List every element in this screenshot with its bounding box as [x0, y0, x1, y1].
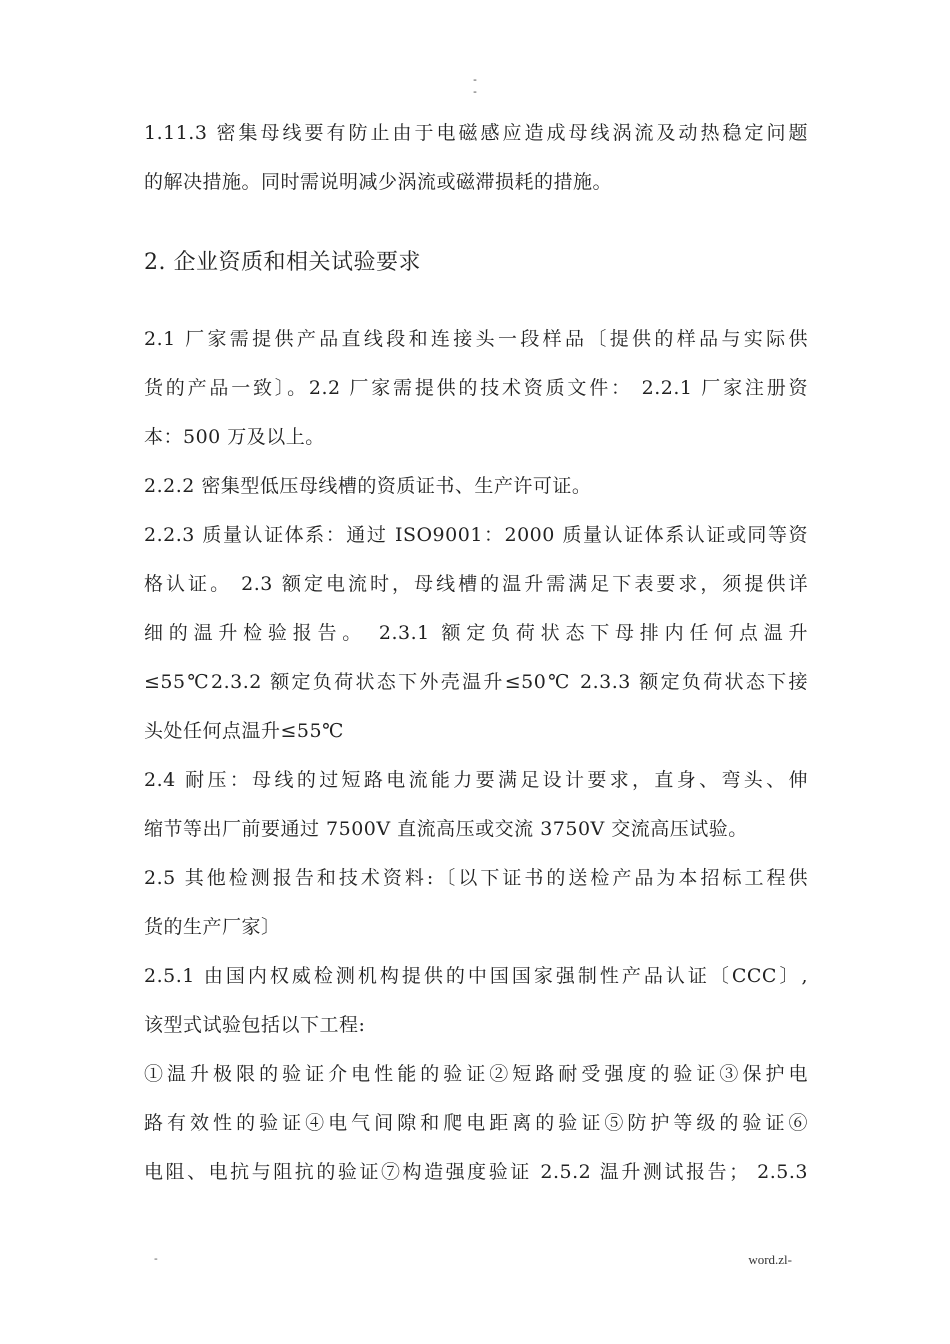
- text-line: 2.2.2 密集型低压母线槽的资质证书、生产许可证。: [144, 475, 592, 497]
- text-line: 2.5 其他检测报告和技术资料:〔以下证书的送检产品为本招标工程供: [144, 867, 808, 889]
- text-line: 2.1 厂家需提供产品直线段和连接头一段样品〔提供的样品与实际供: [144, 328, 808, 350]
- text-line: 2.4 耐压：母线的过短路电流能力要满足设计要求，直身、弯头、伸: [144, 769, 808, 791]
- text-line: 电阻、电抗与阻抗的验证⑦构造强度验证 2.5.2 温升测试报告； 2.5.3: [144, 1161, 808, 1183]
- paragraph-2-5-1: [144, 958, 808, 1056]
- text-line: ≤55℃2.3.2 额定负荷状态下外壳温升≤50℃ 2.3.3 额定负荷状态下接: [144, 671, 808, 693]
- text-line: 格认证。 2.3 额定电流时，母线槽的温升需满足下表要求，须提供详: [144, 573, 808, 595]
- section-heading: 2. 企业资质和相关试验要求: [144, 250, 421, 275]
- text-line: 货的生产厂家〕: [144, 916, 281, 938]
- text-line: 1.11.3 密集母线要有防止由于电磁感应造成母线涡流及动热稳定问题: [144, 122, 808, 144]
- paragraph-2-2-2: [144, 468, 808, 517]
- text-line: 2.5.1 由国内权威检测机构提供的中国国家强制性产品认证〔CCC〕,: [144, 965, 808, 987]
- paragraph-2-4: [144, 762, 808, 860]
- text-line: 的解决措施。同时需说明减少涡流或磁滞损耗的措施。: [144, 171, 613, 193]
- text-line: ①温升极限的验证介电性能的验证②短路耐受强度的验证③保护电: [144, 1063, 808, 1085]
- paragraph-1-11-3: [144, 115, 808, 213]
- header-dash-top: -: [473, 73, 477, 86]
- paragraph-test-items: [144, 1056, 808, 1203]
- text-line: 货的产品一致〕。2.2 厂家需提供的技术资质文件： 2.2.1 厂家注册资: [144, 377, 808, 399]
- text-line: 细的温升检验报告。 2.3.1 额定负荷状态下母排内任何点温升: [144, 622, 808, 644]
- footer-watermark: word.zl-: [748, 1252, 792, 1267]
- header-dash-bottom: -: [473, 85, 477, 98]
- text-line: 该型式试验包括以下工程:: [144, 1014, 366, 1036]
- text-line: 头处任何点温升≤55℃: [144, 720, 344, 742]
- paragraph-2-5: [144, 860, 808, 958]
- text-line: 2.2.3 质量认证体系：通过 ISO9001：2000 质量认证体系认证或同等资: [144, 524, 808, 546]
- text-line: 缩节等出厂前要通过 7500V 直流高压或交流 3750V 交流高压试验。: [144, 818, 748, 840]
- footer-dash: -: [154, 1252, 158, 1265]
- text-line: 路有效性的验证④电气间隙和爬电距离的验证⑤防护等级的验证⑥: [144, 1112, 808, 1134]
- text-line: 本：500 万及以上。: [144, 426, 325, 448]
- document-body: [144, 115, 808, 1203]
- paragraph-2-1: [144, 321, 808, 468]
- paragraph-2-2-3: [144, 517, 808, 762]
